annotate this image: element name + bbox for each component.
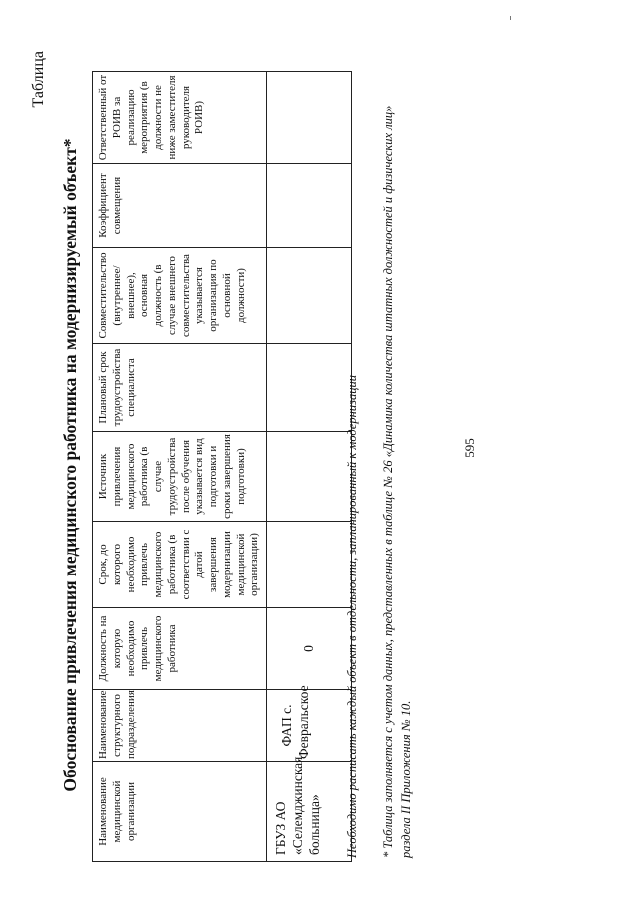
cell-responsible: [267, 72, 352, 164]
cell-planned-term: [267, 344, 352, 432]
cell-unit: ФАП с. Февральское: [267, 690, 352, 762]
header-unit: Наименование структурного подразделения: [93, 690, 267, 762]
note-each-object: Необходимо расписать каждый объект в отдельности, запланированный к модернизации: [345, 374, 359, 858]
header-organization: Наименование медицинской организации: [93, 762, 267, 862]
table-row: [267, 72, 352, 862]
table-caption-label: Таблица: [30, 51, 47, 108]
header-combination: Совместительство (внутреннее/внешнее), основная должность (в случае внешнего совместительства указывается организация по основной должности): [93, 248, 267, 344]
header-coefficient: Коэффициент совмещения: [93, 164, 267, 248]
document-title: Обоснование привлечения медицинского работника на модернизируемый объект*: [60, 138, 80, 792]
cell-coefficient: [267, 164, 352, 248]
rotated-page-content: [8, 35, 628, 880]
cell-organization: ГБУЗ АО «Селемджинская больница»: [267, 762, 352, 862]
cell-position: 0: [267, 608, 352, 690]
header-source: Источник привлечения медицинского работника (в случае трудоустройства после обучения указывается вид подготовки и сроки завершения подготовки): [93, 432, 267, 522]
cell-combination: [267, 248, 352, 344]
header-position: Должность на которую необходимо привлечь медицинского работника: [93, 608, 267, 690]
footnote: * Таблица заполняется с учетом данных, представленных в таблице № 26 «Динамика количества штатных должностей и физических лиц» раздела II Приложения № 10.: [381, 105, 413, 858]
page-number: 595: [462, 438, 477, 458]
scan-mark: [510, 16, 511, 20]
table-header-row: [93, 72, 267, 862]
header-responsible: Ответственный от РОИВ за реализацию мероприятия (в должности не ниже заместителя руководителя РОИВ): [93, 72, 267, 164]
cell-source: [267, 432, 352, 522]
justification-table: [92, 71, 352, 862]
cell-deadline: [267, 522, 352, 608]
header-planned-term: Плановый срок трудоустройства специалиста: [93, 344, 267, 432]
header-deadline: Срок, до которого необходимо привлечь медицинского работника (в соответствии с датой завершения модернизации медицинской организации): [93, 522, 267, 608]
